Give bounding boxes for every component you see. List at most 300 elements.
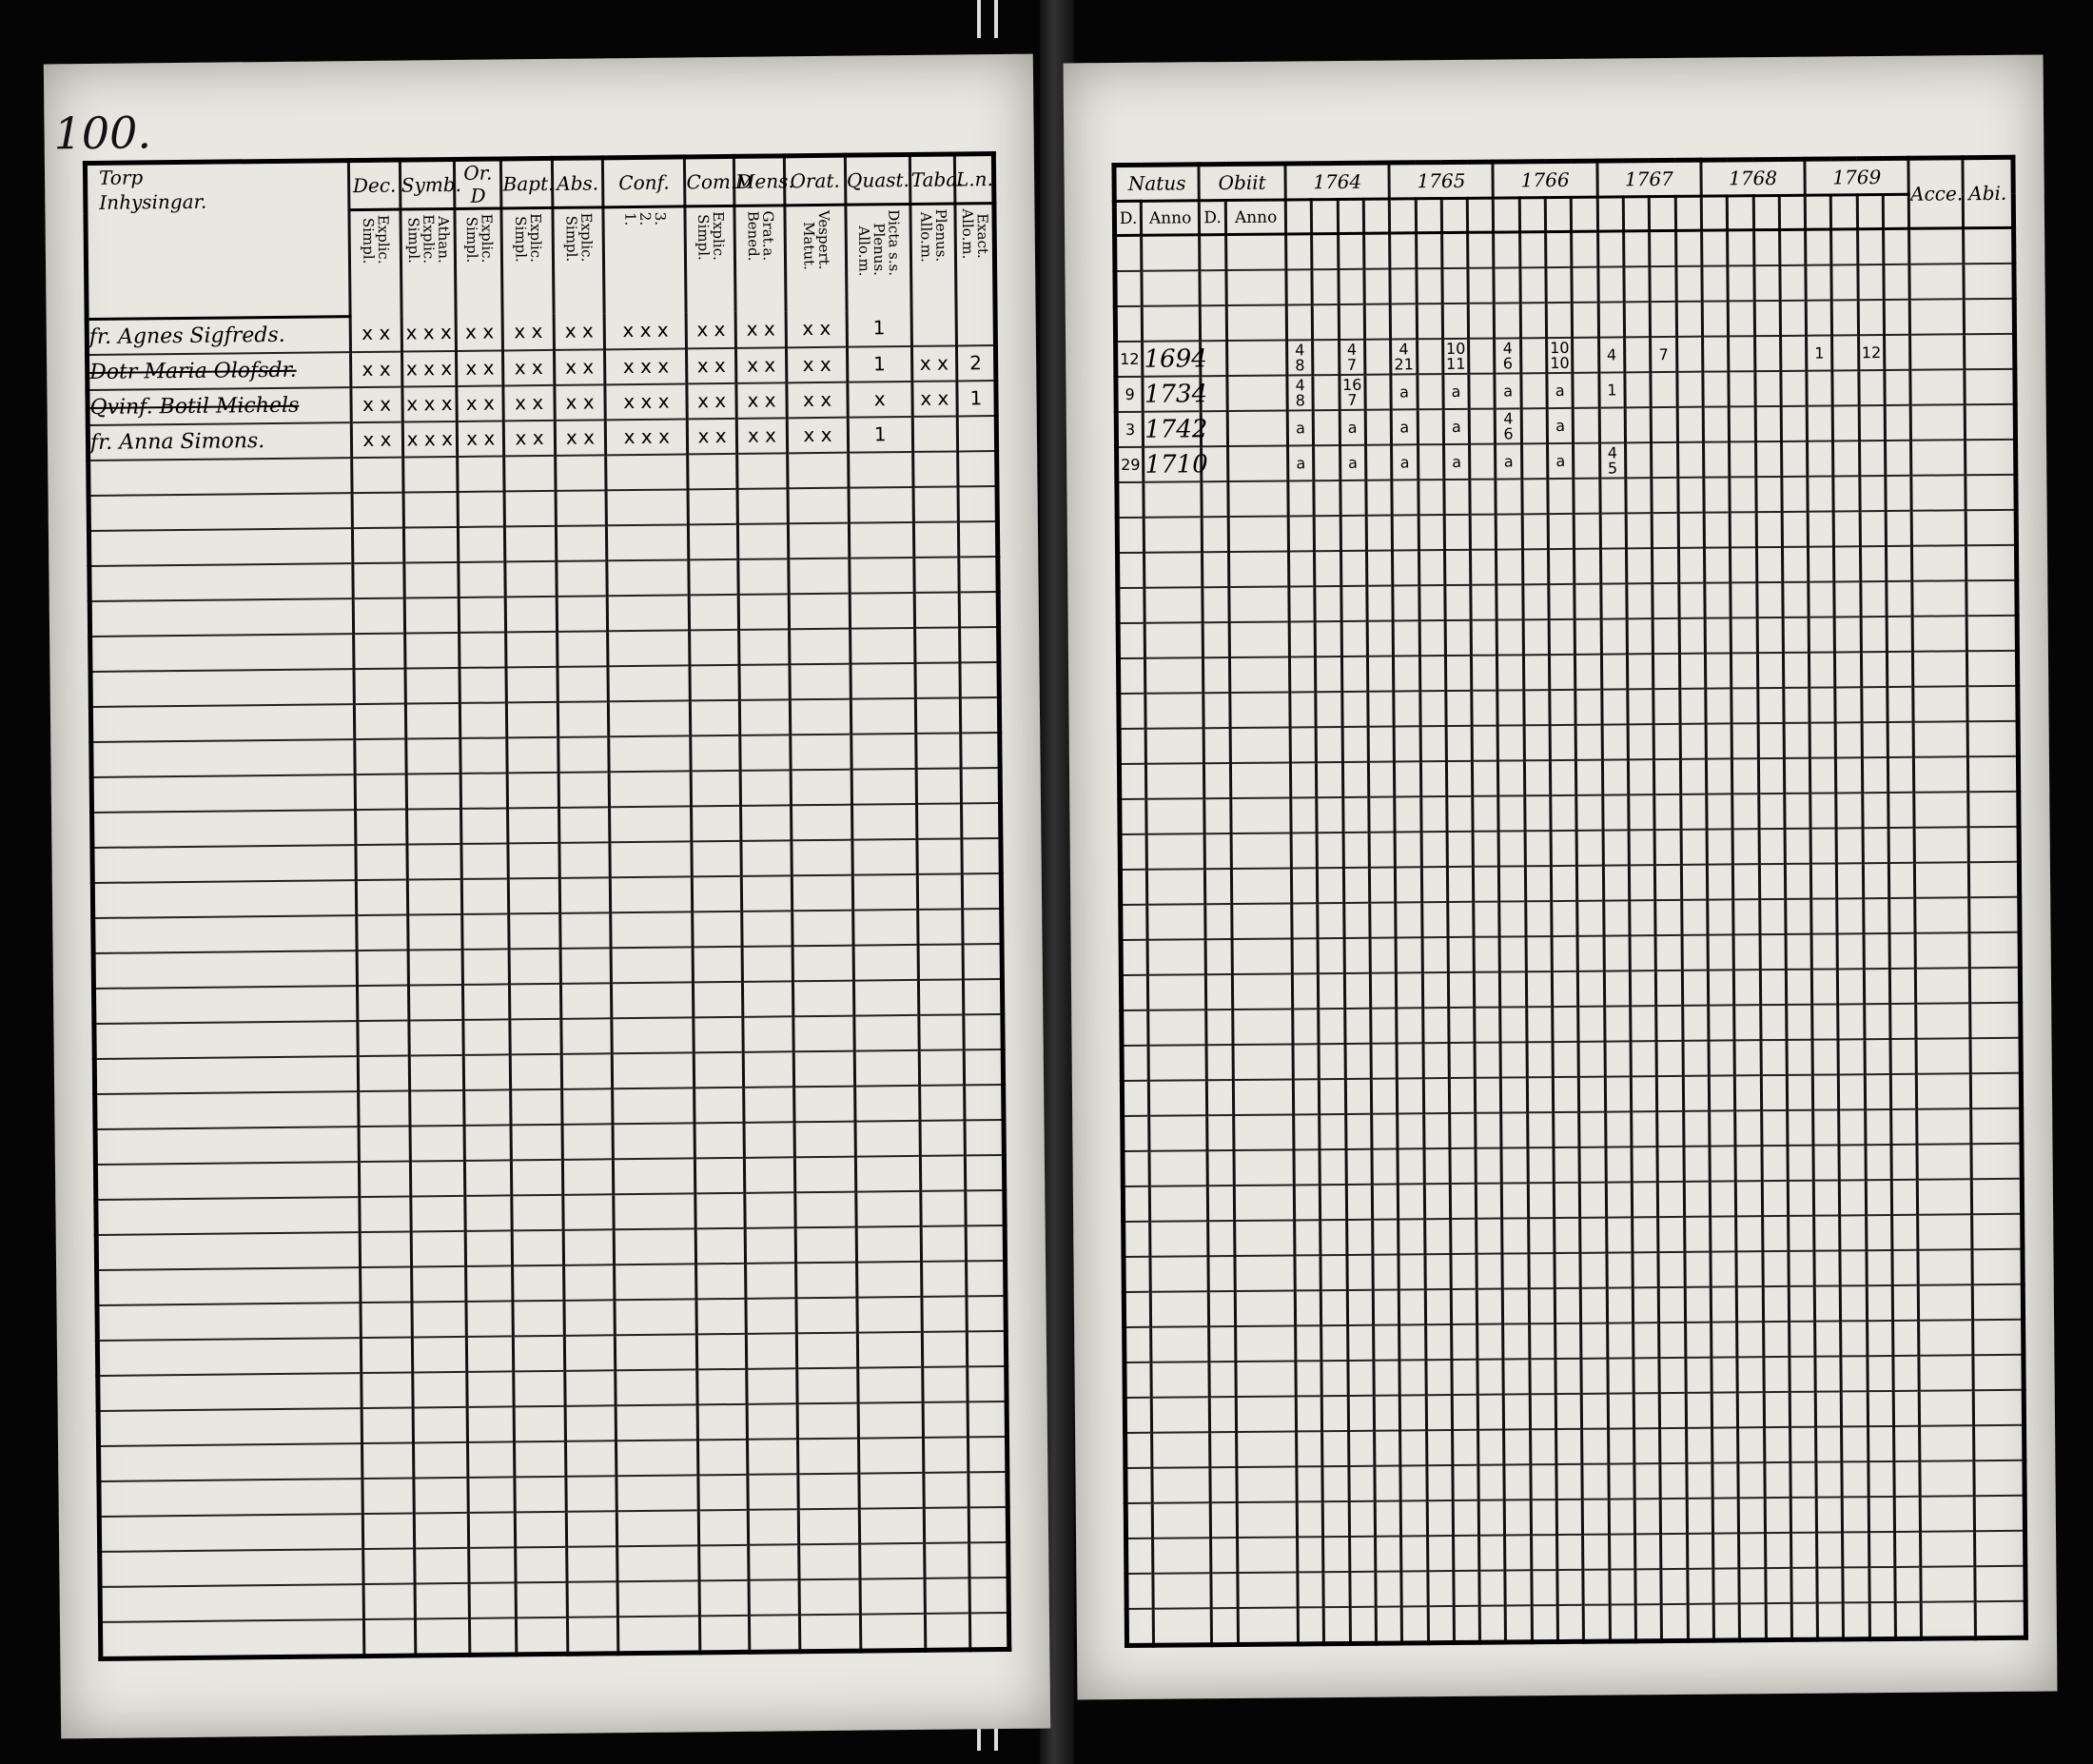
communion-mark xyxy=(1702,301,1729,336)
knowledge-mark xyxy=(913,521,959,557)
communion-mark xyxy=(1372,1114,1399,1149)
communion-mark xyxy=(1476,1148,1502,1184)
birth-day xyxy=(1117,482,1144,518)
communion-mark xyxy=(1704,547,1731,582)
communion-mark xyxy=(1735,1110,1762,1146)
communion-mark xyxy=(1445,620,1472,656)
knowledge-mark xyxy=(563,1194,615,1230)
communion-mark xyxy=(1763,1322,1790,1357)
table-row xyxy=(1126,1601,2025,1646)
communion-mark xyxy=(1660,1428,1687,1463)
abiit-cell xyxy=(1966,475,2016,510)
death-day xyxy=(1205,904,1233,939)
communion-mark xyxy=(1813,1145,1840,1180)
communion-mark xyxy=(1366,516,1393,551)
communion-mark xyxy=(1445,656,1472,691)
communion-mark xyxy=(1894,1461,1921,1497)
communion-mark xyxy=(1765,1533,1791,1568)
communion-mark xyxy=(1834,581,1861,617)
communion-mark xyxy=(1884,300,1910,335)
knowledge-mark: x x xyxy=(687,312,736,348)
knowledge-mark xyxy=(851,662,915,698)
communion-mark xyxy=(1811,969,1838,1004)
communion-mark xyxy=(1340,516,1367,551)
knowledge-mark xyxy=(969,1612,1009,1649)
communion-mark xyxy=(1469,374,1496,409)
knowledge-mark xyxy=(795,1156,856,1192)
death-day xyxy=(1209,1362,1237,1397)
knowledge-mark xyxy=(511,1053,562,1089)
birth-year xyxy=(1144,552,1203,588)
death-year xyxy=(1236,1325,1296,1362)
communion-mark xyxy=(1549,549,1575,584)
knowledge-mark xyxy=(799,1543,860,1579)
communion-mark xyxy=(1441,232,1468,268)
resident-name xyxy=(95,1127,360,1165)
knowledge-mark: x x xyxy=(457,350,504,386)
communion-mark: 7 xyxy=(1651,337,1677,372)
communion-mark xyxy=(1447,832,1474,867)
knowledge-mark xyxy=(961,803,1001,838)
resident-name xyxy=(95,1091,360,1129)
death-day xyxy=(1206,1080,1234,1115)
knowledge-mark xyxy=(561,1018,613,1054)
communion-mark xyxy=(1393,620,1419,656)
knowledge-mark xyxy=(504,490,556,526)
communion-mark xyxy=(1294,1185,1320,1220)
communion-mark xyxy=(1546,267,1573,303)
knowledge-mark xyxy=(747,1439,798,1475)
birth-day xyxy=(1126,1609,1154,1646)
communion-mark xyxy=(1447,796,1474,832)
communion-mark xyxy=(1888,828,1915,863)
communion-mark xyxy=(1449,1078,1476,1113)
communion-mark xyxy=(1686,1428,1712,1463)
communion-mark xyxy=(1399,1360,1426,1395)
communion-mark xyxy=(1453,1500,1479,1536)
communion-mark xyxy=(1836,757,1863,793)
communion-mark xyxy=(1374,1430,1400,1465)
communion-mark xyxy=(1496,584,1523,619)
knowledge-mark xyxy=(691,735,740,771)
communion-mark xyxy=(1756,512,1783,547)
communion-mark xyxy=(1401,1536,1428,1571)
communion-mark xyxy=(1474,902,1500,937)
knowledge-mark xyxy=(798,1438,859,1474)
communion-mark xyxy=(1756,547,1783,582)
communion-mark xyxy=(1889,898,1916,933)
communion-mark xyxy=(1634,1499,1661,1534)
knowledge-mark: x x xyxy=(735,347,787,383)
knowledge-mark: x x xyxy=(555,420,606,456)
knowledge-mark xyxy=(852,873,917,910)
communion-mark xyxy=(1731,547,1757,582)
communion-mark xyxy=(1713,1603,1740,1640)
communion-mark xyxy=(1813,1109,1840,1145)
knowledge-mark xyxy=(743,1087,794,1123)
knowledge-mark xyxy=(919,1085,965,1120)
communion-mark xyxy=(1369,868,1396,903)
communion-mark xyxy=(1427,1536,1454,1571)
knowledge-mark xyxy=(352,457,403,493)
communion-mark xyxy=(1502,1218,1529,1253)
communion-mark xyxy=(1394,726,1420,761)
communion-mark xyxy=(1838,969,1865,1004)
communion-mark xyxy=(1471,585,1497,620)
communion-mark xyxy=(1373,1254,1399,1289)
communion-mark xyxy=(1633,1287,1659,1323)
communion-mark xyxy=(1606,1147,1633,1182)
communion-mark xyxy=(1790,1357,1816,1392)
communion-mark xyxy=(1607,1287,1633,1323)
knowledge-mark xyxy=(966,1225,1006,1260)
resident-name xyxy=(90,704,355,742)
year-subcolumn xyxy=(1363,199,1390,233)
knowledge-mark xyxy=(505,525,557,561)
knowledge-mark: x x xyxy=(555,384,606,421)
natus-header: Natus xyxy=(1114,165,1199,202)
communion-mark xyxy=(1505,1535,1532,1570)
communion-mark xyxy=(1316,692,1342,727)
communion-mark: a xyxy=(1391,409,1418,444)
knowledge-mark xyxy=(356,844,407,880)
communion-mark xyxy=(1653,548,1679,583)
knowledge-mark xyxy=(797,1367,858,1403)
knowledge-mark xyxy=(564,1335,616,1371)
birth-year xyxy=(1148,974,1206,1010)
communion-mark xyxy=(1861,687,1888,722)
communion-mark xyxy=(1522,479,1549,514)
right-ledger-table xyxy=(1111,155,2028,1648)
communion-mark xyxy=(1786,1005,1812,1040)
communion-mark xyxy=(1863,898,1889,933)
resident-name xyxy=(91,774,356,813)
communion-mark xyxy=(1501,1077,1528,1112)
communion-mark xyxy=(1520,303,1547,338)
knowledge-mark xyxy=(459,597,506,633)
communion-mark xyxy=(1888,793,1915,828)
left-page xyxy=(44,54,1050,1739)
communion-mark xyxy=(1426,1430,1453,1465)
communion-mark xyxy=(1678,583,1705,618)
communion-mark xyxy=(1532,1570,1558,1605)
communion-mark xyxy=(1602,794,1629,830)
resident-name xyxy=(89,563,354,601)
abiit-cell xyxy=(1974,1531,2025,1566)
communion-mark xyxy=(1500,936,1527,971)
knowledge-mark xyxy=(407,843,462,879)
knowledge-mark xyxy=(614,1158,696,1194)
knowledge-mark: 1 xyxy=(847,345,911,382)
knowledge-mark xyxy=(459,526,506,562)
natus-year-header: Anno xyxy=(1142,201,1200,236)
communion-mark xyxy=(1625,407,1652,442)
knowledge-mark xyxy=(506,666,557,702)
knowledge-mark xyxy=(737,488,789,524)
knowledge-mark xyxy=(913,486,959,521)
communion-mark xyxy=(1576,760,1603,795)
communion-mark xyxy=(1631,1006,1657,1041)
communion-mark xyxy=(1685,1252,1712,1287)
communion-mark xyxy=(1500,1007,1527,1042)
knowledge-mark xyxy=(698,1403,748,1440)
birth-day: 29 xyxy=(1117,447,1144,482)
communion-mark xyxy=(1735,1146,1762,1181)
communion-mark xyxy=(1650,230,1676,266)
knowledge-mark xyxy=(960,662,1000,697)
communion-mark xyxy=(1576,831,1603,866)
knowledge-mark xyxy=(855,1155,920,1191)
knowledge-mark xyxy=(410,1160,465,1196)
abiit-cell xyxy=(1969,932,2020,968)
birth-day xyxy=(1117,518,1144,553)
knowledge-mark xyxy=(511,1124,562,1160)
knowledge-mark xyxy=(788,487,849,523)
communion-mark xyxy=(1294,1114,1320,1149)
communion-mark xyxy=(1707,794,1733,829)
communion-mark xyxy=(1556,1429,1583,1464)
knowledge-mark xyxy=(353,598,404,634)
subheader-label: Simpl. xyxy=(512,216,530,264)
communion-mark xyxy=(1499,901,1526,936)
communion-mark xyxy=(1869,1567,1896,1602)
death-year xyxy=(1232,868,1292,904)
knowledge-mark xyxy=(915,697,961,733)
communion-mark xyxy=(1475,972,1501,1008)
communion-mark xyxy=(1580,1253,1607,1288)
communion-mark xyxy=(1522,549,1549,584)
obiit-day-header: D. xyxy=(1199,201,1226,235)
communion-mark xyxy=(1551,866,1577,901)
communion-mark xyxy=(1764,1462,1790,1498)
year-subcolumn xyxy=(1467,198,1494,232)
accessit-cell xyxy=(1914,756,1968,792)
communion-mark xyxy=(1575,549,1601,584)
year-subcolumn xyxy=(1572,197,1598,231)
abiit-cell xyxy=(1974,1496,2025,1531)
birth-day xyxy=(1119,694,1146,729)
communion-mark xyxy=(1652,513,1678,548)
birth-day xyxy=(1124,1222,1151,1257)
communion-mark xyxy=(1812,1074,1839,1109)
death-year xyxy=(1236,1290,1296,1326)
communion-mark xyxy=(1889,933,1916,969)
communion-mark xyxy=(1424,1148,1451,1184)
communion-mark xyxy=(1313,375,1340,410)
communion-mark xyxy=(1761,1146,1788,1181)
knowledge-mark xyxy=(468,1441,516,1478)
communion-mark xyxy=(1315,551,1341,586)
communion-mark xyxy=(1758,794,1785,829)
knowledge-mark xyxy=(512,1194,563,1230)
year-subcolumn xyxy=(1753,195,1780,229)
communion-mark xyxy=(1705,582,1731,617)
communion-mark xyxy=(1609,1463,1635,1499)
communion-mark xyxy=(1837,933,1864,969)
communion-mark xyxy=(1286,234,1313,270)
communion-mark xyxy=(1454,1571,1480,1606)
communion-mark xyxy=(1841,1321,1868,1356)
communion-mark xyxy=(1451,1254,1477,1289)
communion-mark xyxy=(1317,797,1343,833)
death-day xyxy=(1204,798,1232,833)
communion-mark xyxy=(1655,935,1682,970)
knowledge-mark xyxy=(612,1052,694,1088)
communion-mark: a xyxy=(1340,410,1366,445)
communion-mark xyxy=(1347,1290,1374,1325)
communion-mark xyxy=(1608,1358,1634,1393)
birth-day xyxy=(1118,658,1145,694)
knowledge-mark xyxy=(414,1477,469,1513)
communion-mark xyxy=(1707,864,1733,899)
communion-mark xyxy=(1678,548,1705,583)
subheader-label: Explic. xyxy=(374,214,393,265)
communion-mark xyxy=(1478,1500,1505,1536)
communion-mark xyxy=(1577,866,1604,901)
communion-mark xyxy=(1528,1218,1555,1253)
communion-mark xyxy=(1843,1567,1869,1602)
communion-mark xyxy=(1630,970,1656,1006)
knowledge-mark xyxy=(413,1406,468,1442)
communion-mark xyxy=(1473,796,1499,832)
communion-mark xyxy=(1886,511,1912,546)
knowledge-mark xyxy=(740,735,792,771)
knowledge-mark xyxy=(917,873,963,909)
communion-mark xyxy=(1557,1605,1584,1642)
communion-mark xyxy=(1521,408,1548,443)
communion-mark xyxy=(1575,655,1602,690)
communion-mark xyxy=(1601,618,1628,654)
abiit-cell xyxy=(1965,334,2015,369)
communion-mark xyxy=(1292,938,1319,973)
communion-mark xyxy=(1390,233,1417,269)
communion-mark xyxy=(1790,1498,1817,1533)
communion-mark xyxy=(1869,1602,1896,1639)
communion-mark xyxy=(1605,1076,1632,1111)
communion-mark xyxy=(1733,864,1760,899)
communion-mark xyxy=(1760,970,1787,1005)
communion-mark xyxy=(1376,1571,1402,1606)
knowledge-mark xyxy=(608,630,691,666)
knowledge-mark xyxy=(566,1511,617,1547)
subheader-label: 1. xyxy=(621,211,639,226)
accessit-cell xyxy=(1917,1108,1971,1144)
communion-mark xyxy=(1578,971,1605,1007)
communion-mark xyxy=(1834,546,1861,581)
resident-name xyxy=(90,669,355,707)
communion-mark xyxy=(1422,1008,1449,1043)
communion-mark xyxy=(1290,727,1317,762)
communion-mark xyxy=(1581,1359,1608,1394)
communion-mark xyxy=(1452,1430,1478,1465)
communion-mark xyxy=(1660,1393,1687,1428)
communion-mark xyxy=(1366,480,1393,516)
communion-mark xyxy=(1374,1324,1400,1360)
communion-mark xyxy=(1367,621,1394,657)
communion-mark xyxy=(1453,1465,1479,1500)
communion-mark xyxy=(1497,690,1524,725)
communion-mark xyxy=(1503,1288,1530,1323)
communion-mark xyxy=(1572,267,1598,303)
knowledge-mark xyxy=(744,1157,795,1193)
communion-mark xyxy=(1418,444,1444,480)
knowledge-mark xyxy=(789,558,850,594)
knowledge-mark xyxy=(737,523,789,559)
knowledge-mark xyxy=(408,949,463,985)
communion-mark xyxy=(1688,1604,1714,1641)
communion-mark xyxy=(1392,480,1418,515)
knowledge-mark: x x xyxy=(911,381,957,416)
communion-mark xyxy=(1676,337,1703,372)
knowledge-mark: x x xyxy=(351,386,402,422)
knowledge-mark xyxy=(699,1579,749,1616)
communion-mark xyxy=(1503,1359,1530,1394)
communion-mark xyxy=(1422,937,1449,972)
communion-mark xyxy=(1734,1040,1761,1075)
communion-mark: a xyxy=(1288,445,1315,480)
knowledge-mark xyxy=(856,1225,921,1262)
communion-mark xyxy=(1731,688,1758,723)
birth-year xyxy=(1148,1045,1206,1081)
death-day xyxy=(1210,1467,1238,1502)
communion-mark: 10 10 xyxy=(1547,338,1574,373)
accessit-cell xyxy=(1914,792,1968,827)
knowledge-mark xyxy=(925,1578,970,1613)
communion-mark xyxy=(1601,654,1628,689)
communion-mark xyxy=(1550,690,1576,725)
communion-mark xyxy=(1765,1568,1791,1603)
knowledge-mark xyxy=(557,631,608,667)
knowledge-mark: x x xyxy=(503,314,555,350)
knowledge-mark xyxy=(412,1301,467,1337)
knowledge-mark xyxy=(918,1014,964,1049)
communion-mark xyxy=(1633,1217,1659,1252)
communion-mark xyxy=(1790,1392,1816,1427)
death-day xyxy=(1206,1009,1234,1045)
death-year xyxy=(1229,516,1289,552)
communion-mark xyxy=(1628,759,1654,794)
communion-mark xyxy=(1761,1040,1788,1075)
communion-mark xyxy=(1573,373,1599,408)
knowledge-mark xyxy=(748,1509,799,1545)
communion-mark xyxy=(1860,476,1887,511)
birth-day xyxy=(1118,588,1145,623)
communion-mark xyxy=(1762,1181,1789,1216)
communion-mark xyxy=(1686,1393,1712,1428)
knowledge-mark xyxy=(609,735,692,772)
communion-mark xyxy=(1417,339,1443,374)
knowledge-mark xyxy=(853,909,918,945)
knowledge-mark xyxy=(411,1265,466,1302)
communion-mark xyxy=(1895,1532,1922,1567)
communion-mark xyxy=(1605,1041,1632,1076)
communion-mark xyxy=(1628,724,1654,759)
communion-mark xyxy=(1320,1255,1347,1290)
knowledge-mark xyxy=(508,842,559,878)
communion-mark xyxy=(1472,726,1498,761)
year-subcolumn xyxy=(1312,200,1339,234)
communion-mark: a xyxy=(1340,445,1366,480)
communion-mark xyxy=(1816,1426,1843,1461)
communion-mark: 1 xyxy=(1807,335,1833,370)
communion-mark xyxy=(1322,1431,1349,1466)
year-subcolumn xyxy=(1519,198,1546,232)
knowledge-mark xyxy=(912,451,958,486)
communion-mark xyxy=(1709,1005,1735,1040)
knowledge-mark: x x xyxy=(687,347,736,383)
communion-mark xyxy=(1635,1604,1662,1641)
communion-mark xyxy=(1555,1253,1581,1288)
